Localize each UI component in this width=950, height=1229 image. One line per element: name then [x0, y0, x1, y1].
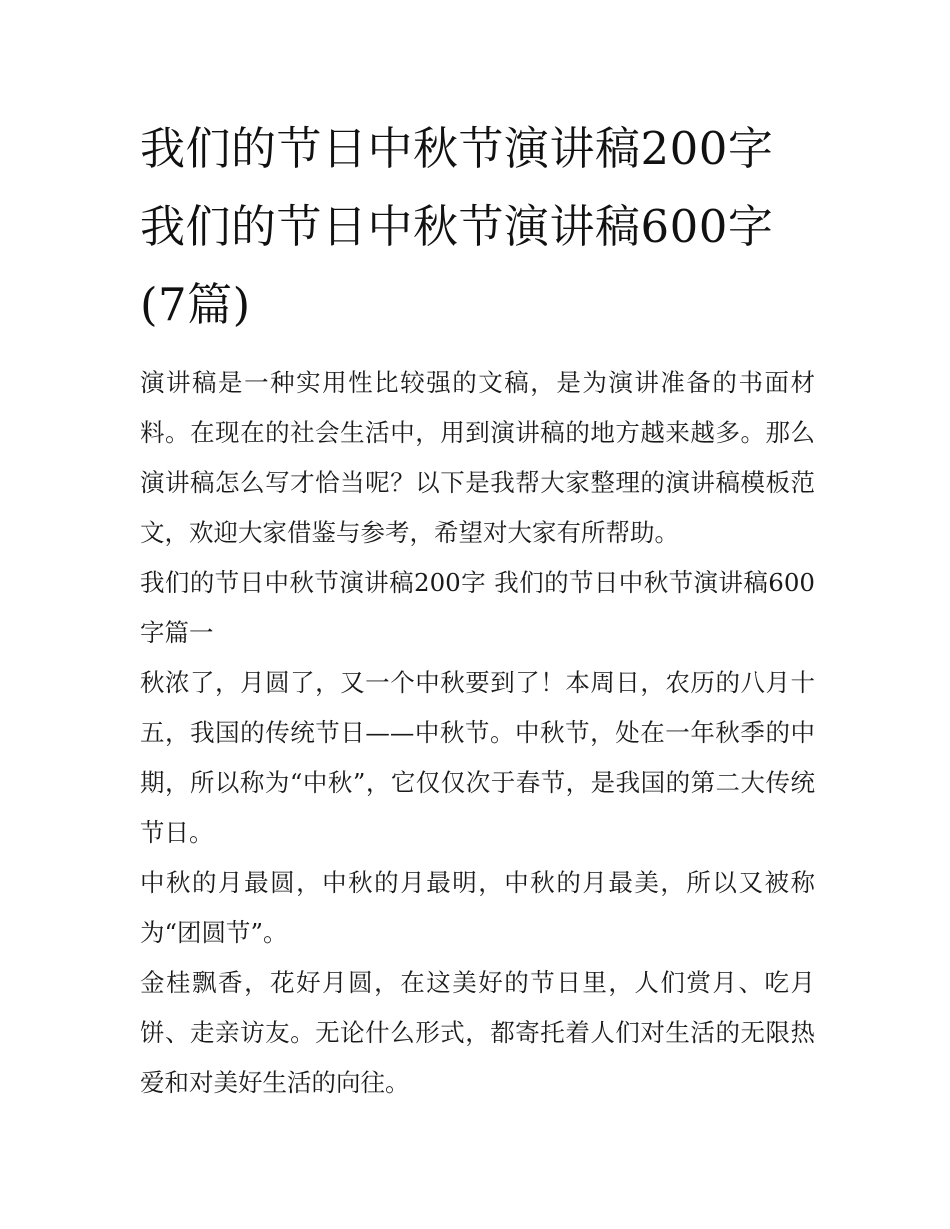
- document-title: 我们的节日中秋节演讲稿200字 我们的节日中秋节演讲稿600字(7篇): [140, 122, 774, 331]
- body-paragraph: 秋浓了，月圆了，又一个中秋要到了！本周日，农历的八月十五，我国的传统节日——中秋节。中秋节，处在一年秋季的中期，所以称为“中秋”，它仅仅次于春节，是我国的第二大传统节日。: [140, 668, 815, 847]
- body-paragraph: 金桂飘香，花好月圆，在这美好的节日里，人们赏月、吃月饼、走亲访友。无论什么形式，都寄托着人们对生活的无限热爱和对美好生活的向往。: [140, 968, 815, 1097]
- section-heading: 我们的节日中秋节演讲稿200字 我们的节日中秋节演讲稿600字篇一: [140, 568, 815, 647]
- document-page: [140, 110, 815, 1108]
- body-paragraph: 中秋的月最圆，中秋的月最明，中秋的月最美，所以又被称为“团圆节”。: [140, 868, 815, 947]
- intro-paragraph: 演讲稿是一种实用性比较强的文稿，是为演讲准备的书面材料。在现在的社会生活中，用到演讲稿的地方越来越多。那么演讲稿怎么写才恰当呢？以下是我帮大家整理的演讲稿模板范文，欢迎大家借鉴与参考，希望对大家有所帮助。: [140, 368, 815, 547]
